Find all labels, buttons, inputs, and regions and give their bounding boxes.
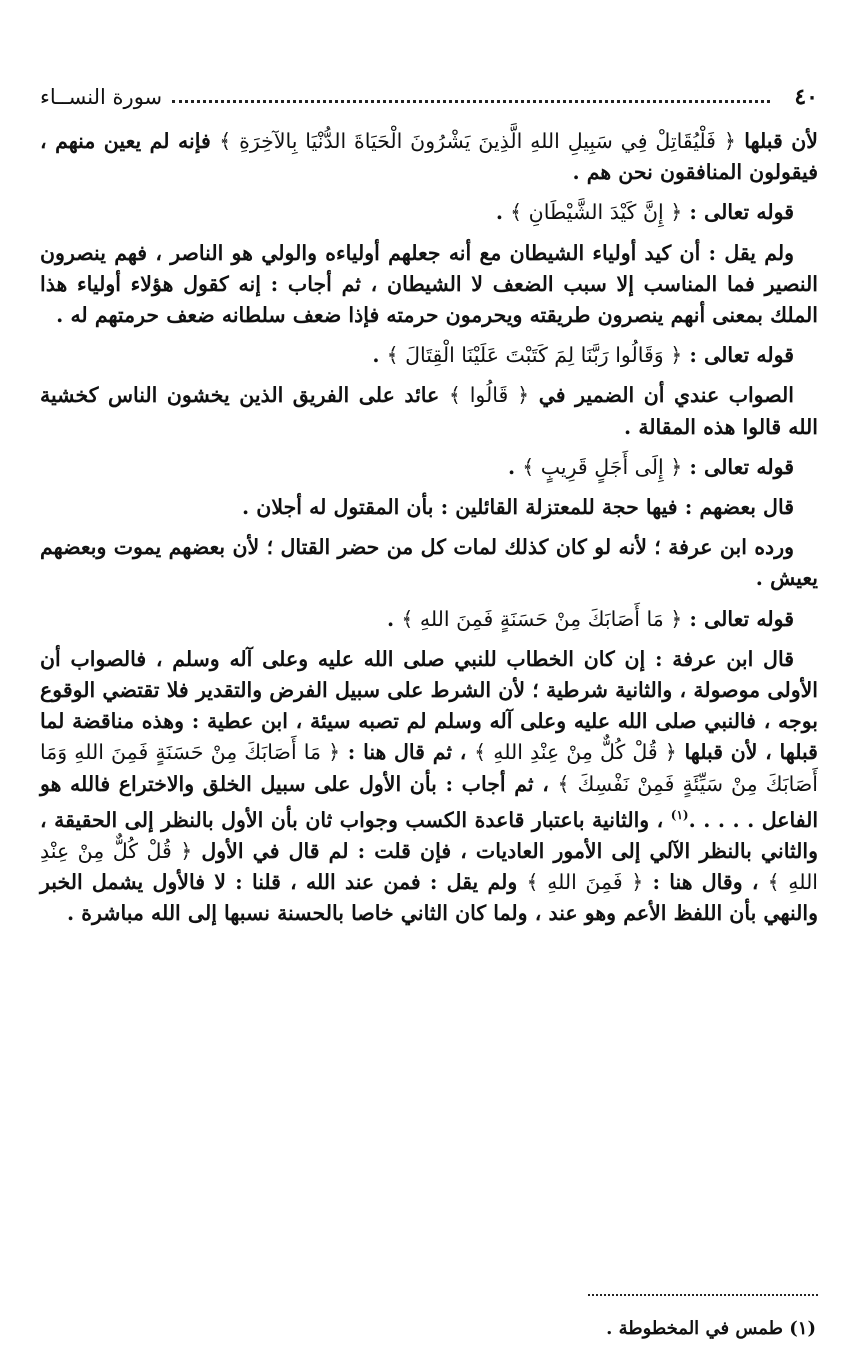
text-run: لأن قبلها [735, 129, 818, 153]
text-run: ، وقال هنا : [643, 870, 768, 895]
quran-quote: ﴿ وَقَالُوا رَبَّنَا لِمَ كَتَبْتَ عَلَيْنَا الْقِتَالَ ﴾ [386, 343, 683, 368]
footnote-marker: (١) [670, 807, 689, 822]
verse-heading [40, 604, 818, 635]
verse-heading [40, 452, 818, 483]
text-run: قال بعضهم : فيها حجة للمعتزلة القائلين : بأن المقتول له أجلان . [242, 495, 794, 520]
quran-quote: ﴿ مَا أَصَابَكَ مِنْ حَسَنَةٍ فَمِنَ اللهِ ﴾ [401, 606, 683, 631]
text-run: قوله تعالى : [682, 343, 794, 368]
footnote-separator [588, 1294, 818, 1296]
text-run: ولم يقل : فمن عند الله ، قلنا : لا فالأول يشمل الخبر والنهي بأن اللفظ الأعم وهو عند ، ولما كان الثاني خاصا بالحسنة نسبها إلى الله مباشرة . [40, 870, 818, 926]
quran-quote: ﴿ إِلَى أَجَلٍ قَرِيبٍ ﴾ [522, 454, 683, 479]
quran-quote: ﴿ إِنَّ كَيْدَ الشَّيْطَانِ ﴾ [510, 200, 683, 225]
text-run: قوله تعالى : [682, 200, 794, 225]
text-run: ، ثم أجاب : بأن الأول على سبيل الخلق والاختراع فالله هو الفاعل . . . . . [40, 771, 819, 832]
text-run: قوله تعالى : [682, 454, 794, 479]
commentary-paragraph [40, 644, 818, 930]
verse-heading [40, 340, 818, 371]
text-run: فإنه لم يعين منهم ، فيقولون المنافقون نحن هم . [40, 129, 818, 185]
quran-quote: ﴿ قُلْ كُلٌّ مِنْ عِنْدِ اللهِ ﴾ [40, 838, 819, 895]
commentary-paragraph [40, 380, 818, 442]
text-run: قال ابن عرفة : إن كان الخطاب للنبي صلى الله عليه وعلى آله وسلم ، فالصواب أن الأولى موصولة ، والثانية شرطية ؛ لأن الشرط على سبيل الفرض والتقدير فلا تقتضي الوقوع بوجه ، فالنبي صلى الله عليه وعلى آله وسلم لم تصبه سيئة ، ابن عطية : وهذه مناقضة لما قبلها ، لأن قبلها [40, 646, 819, 765]
footnote: (١) طمس في المخطوطة . [606, 1318, 816, 1339]
text-run: قوله تعالى : [682, 606, 794, 631]
text-run: . [495, 200, 511, 225]
commentary-paragraph [40, 238, 818, 332]
commentary-paragraph [40, 126, 818, 188]
quran-quote: ﴿ فَلْيُقَاتِلْ فِي سَبِيلِ اللهِ الَّذِينَ يَشْرُونَ الْحَيَاةَ الدُّنْيَا بِالآخِرَةِ ﴾ [219, 129, 736, 153]
text-run: ، ثم قال هنا : [340, 740, 475, 765]
page-header [40, 80, 818, 114]
text-run: ، والثانية باعتبار قاعدة الكسب وجواب ثان بأن الأول بالنظر إلى الحقيقة ، والثاني بالنظر الآلي إلى الأمور العاديات ، فإن قلت : لم قال في الأول [40, 807, 818, 863]
quran-quote: ﴿ قُلْ كُلٌّ مِنْ عِنْدِ اللهِ ﴾ [474, 740, 677, 765]
quran-quote: ﴿ فَمِنَ اللهِ ﴾ [526, 870, 644, 895]
page-body [40, 118, 818, 939]
text-run: عائد على الفريق الذين يخشون الناس كخشية الله قالوا هذه المقالة . [40, 383, 818, 439]
header-dotted-leader [172, 100, 770, 103]
text-run: . [507, 454, 523, 479]
verse-heading [40, 492, 818, 523]
verse-heading [40, 197, 818, 228]
page-number: ٤٠ [794, 84, 818, 110]
text-run: الصواب عندي أن الضمير في [529, 383, 794, 408]
text-run: ولم يقل : أن كيد أولياء الشيطان مع أنه جعلهم أولياءه والولي هو الناصر ، فهم ينصرون النصير فما المناسب إلا سبب الضعف لا الشيطان ، ثم أجاب : إنه كقول هؤلاء أولياء هذا الملك بمعنى أنهم ينصرون طريقته ويحرمون حرمته فإذا ضعف سلطانه ضعف حرمتهم له . [40, 240, 818, 328]
commentary-paragraph [40, 532, 818, 594]
quran-quote: ﴿ قَالُوا ﴾ [448, 383, 530, 408]
text-run: . [387, 606, 402, 631]
text-run: ورده ابن عرفة ؛ لأنه لو كان كذلك لمات كل من حضر القتال ؛ لأن بعضهم يموت وبعضهم يعيش . [40, 535, 818, 591]
text-run: . [372, 343, 387, 368]
surah-title: سورة النســاء [40, 85, 163, 109]
quran-quote: ﴿ مَا أَصَابَكَ مِنْ حَسَنَةٍ فَمِنَ اللهِ وَمَا أَصَابَكَ مِنْ سَيِّئَةٍ فَمِنْ نَفْسِكَ ﴾ [40, 740, 818, 796]
